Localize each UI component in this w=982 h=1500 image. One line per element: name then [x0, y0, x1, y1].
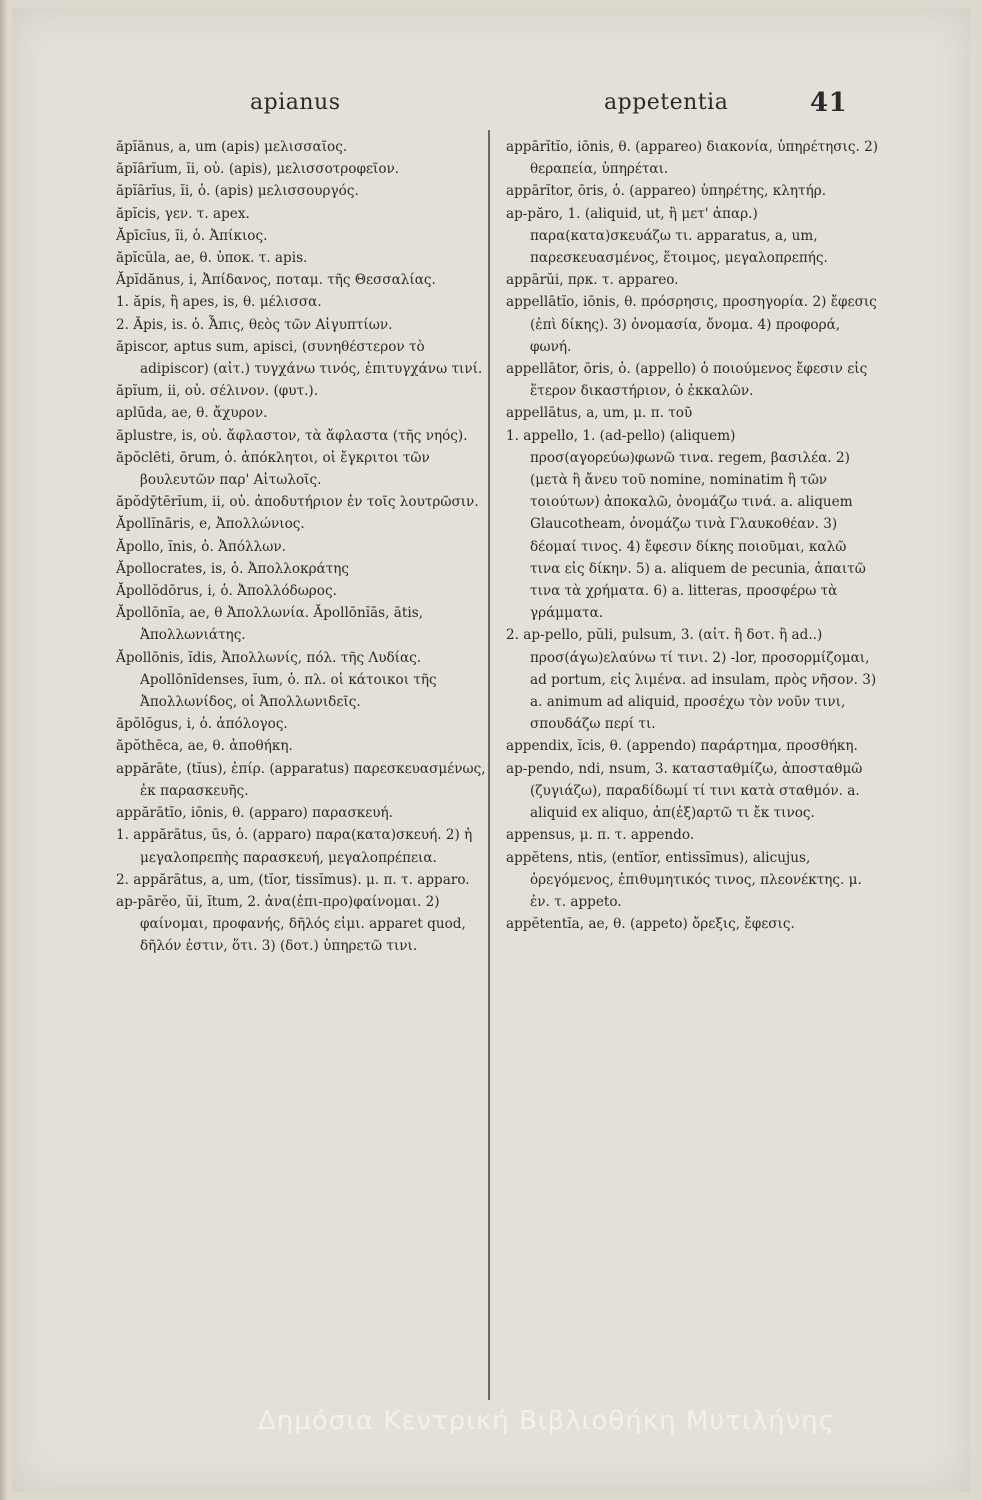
dictionary-entry: appărātĭo, iōnis, θ. (apparo) παρασκευή.: [116, 805, 393, 822]
library-watermark: Δημόσια Κεντρική Βιβλιοθήκη Μυτιλήνης: [258, 1406, 835, 1436]
dictionary-entry: appārĭtĭo, iōnis, θ. (appareo) διακονία, ὑπηρέτησις. 2) θεραπεία, ὑπηρέται.: [506, 139, 879, 178]
dictionary-entry: 2. ap-pello, pŭli, pulsum, 3. (αἰτ. ἢ δοτ. ἢ ad..) προσ(άγω)ελαύνω τί τινι. 2) -lor, προσορμίζομαι, ad portum, εἰς λιμένα. ad insulam, πρὸς νῆσον. 3) a. animum ad aliquid, προσέχω τὸν νοῦν τινι, σπουδάζω περί τι.: [506, 627, 877, 733]
dictionary-entry: ăpĭum, ii, οὐ. σέλινον. (φυτ.).: [116, 383, 319, 400]
dictionary-entry: appensus, μ. π. τ. appendo.: [506, 827, 695, 844]
dictionary-entry: ăpĭārĭum, ĭi, οὐ. (apis), μελισσοτροφεῖον.: [116, 161, 400, 178]
dictionary-entry: Ăpĭdănus, i, Ἀπίδανος, ποταμ. τῆς Θεσσαλίας.: [116, 272, 436, 289]
dictionary-entry: 2. Āpis, is. ὁ. Ἆπις, θεὸς τῶν Αἰγυπτίων.: [116, 316, 393, 333]
dictionary-entry: Ăpollo, ĭnis, ὁ. Ἀπόλλων.: [116, 538, 286, 555]
dictionary-entry: ăpiscor, aptus sum, apisci, (συνηθέστερον τὸ adipiscor) (αἰτ.) τυγχάνω τινός, ἐπιτυγχάνω τινί.: [116, 338, 483, 378]
dictionary-entry: ăpĭcis, γεν. τ. apex.: [116, 205, 250, 222]
dictionary-entry: Ăpollōnĭa, ae, θ Ἀπολλωνία. Ăpollōnĭās, ātis, Ἀπολλωνιάτης.: [116, 605, 424, 644]
dictionary-entry: appellātor, ōris, ὁ. (appello) ὁ ποιούμενος ἔφεσιν εἰς ἕτερον δικαστήριον, ὁ ἐκκαλῶν.: [506, 361, 868, 400]
dictionary-entry: ăpĭānus, a, um (apis) μελισσαῖος.: [116, 139, 348, 155]
dictionary-entry: aplūda, ae, θ. ἄχυρον.: [116, 405, 268, 422]
dictionary-entry: appārŭi, πρκ. τ. appareo.: [506, 272, 679, 289]
dictionary-entry: appărāte, (tĭus), ἐπίρ. (apparatus) παρεσκευασμένως, ἐκ παρασκευῆς.: [116, 760, 486, 799]
dictionary-entry: 1. appello, 1. (ad-pello) (aliquem) προσ(αγορεύω)φωνῶ τινα. regem, βασιλέα. 2) (μετὰ ἢ ἄνευ τοῦ nomine, nominatim ἢ τῶν τοιούτων) ἀποκαλῶ, ὀνομάζω τινά. a. aliquem Glaucotheam, ὀνομάζω τινὰ Γλαυκοθέαν. 3) δέομαί τινος. 4) ἔφεσιν δίκης ποιοῦμαι, καλῶ τινα εἰς δίκην. 5) a. aliquem de pecunia, ἀπαιτῶ τινα τὰ χρήματα. 6) a. litteras, προσφέρω τὰ γράμματα.: [506, 427, 866, 622]
dictionary-entry: ăpŏdȳtērĭum, ii, οὐ. ἀποδυτήριον ἐν τοῖς λουτρῶσιν.: [116, 494, 479, 511]
dictionary-entry: appĕtens, ntis, (entĭor, entissĭmus), alicujus, ὀρεγόμενος, ἐπιθυμητικός τινος, πλεονέκτης. μ. ἐν. τ. appeto.: [506, 849, 862, 910]
page-spine-shadow: [0, 0, 8, 1500]
page-header: [0, 88, 982, 128]
dictionary-entry: 1. appărātus, ūs, ὁ. (apparo) παρα(κατα)σκευή. 2) ἡ μεγαλοπρεπὴς παρασκευή, μεγαλοπρέπεια.: [116, 827, 473, 866]
dictionary-entry: appellātus, a, um, μ. π. τοῦ: [506, 405, 693, 422]
dictionary-entry: ăpŏlŏgus, i, ὁ. ἀπόλογος.: [116, 716, 288, 733]
dictionary-entry: Ăpollĭnāris, e, Ἀπολλώνιος.: [116, 516, 305, 533]
left-column: [116, 136, 490, 958]
right-column: [506, 136, 880, 935]
dictionary-entry: Ăpollocrates, is, ὁ. Ἀπολλοκράτης: [116, 560, 350, 577]
dictionary-entry: Ăpollŏdōrus, i, ὁ. Ἀπολλόδωρος.: [116, 583, 337, 600]
dictionary-entry: 2. appărātus, a, um, (tĭor, tissĭmus). μ. π. τ. apparo.: [116, 871, 470, 888]
left-guide-word: apianus: [250, 90, 341, 115]
dictionary-entry: appendix, ĭcis, θ. (appendo) παράρτημα, προσθήκη.: [506, 738, 858, 755]
dictionary-entry: ap-păro, 1. (aliquid, ut, ἢ μετ' ἀπαρ.) παρα(κατα)σκευάζω τι. apparatus, a, um, παρεσκευασμένος, ἕτοιμος, μεγαλοπρεπής.: [506, 205, 828, 267]
dictionary-entry: ăpŏthēca, ae, θ. ἀποθήκη.: [116, 738, 293, 755]
dictionary-entry: ăpĭcŭla, ae, θ. ὑποκ. τ. apis.: [116, 250, 308, 267]
dictionary-entry: ăpŏclēti, ōrum, ὁ. ἀπόκλητοι, οἱ ἔγκριτοι τῶν βουλευτῶν παρ' Αἰτωλοῖς.: [116, 449, 430, 489]
dictionary-entry: appellātĭo, iōnis, θ. πρόσρησις, προσηγορία. 2) ἔφεσις (ἐπὶ δίκης). 3) ὀνομασία, ὄνομα. 4) προφορά, φωνή.: [506, 294, 877, 355]
dictionary-entry: Ăpollōnis, ĭdis, Ἀπολλωνίς, πόλ. τῆς Λυδίας. Apollōnĭdenses, ĭum, ὁ. πλ. οἱ κάτοικοι τῆς Ἀπολλωνίδος, οἱ Ἀπολλωνιδεῖς.: [116, 649, 437, 711]
dictionary-entry: ăpĭārĭus, ĭi, ὁ. (apis) μελισσουργός.: [116, 183, 359, 200]
right-guide-word: appetentia: [604, 90, 729, 115]
dictionary-entry: ap-pendo, ndi, nsum, 3. κατασταθμίζω, ἀποσταθμῶ (ζυγιάζω), παραδίδωμί τί τινι κατὰ σταθμόν. a. aliquid ex aliquo, ἀπ(ἐξ)αρτῶ τι ἔκ τινος.: [506, 760, 863, 822]
dictionary-entry: 1. ăpis, ἢ apes, is, θ. μέλισσα.: [116, 294, 322, 311]
dictionary-entry: appārĭtor, ōris, ὁ. (appareo) ὑπηρέτης, κλητήρ.: [506, 183, 827, 200]
dictionary-entry: ap-pārĕo, ŭi, ĭtum, 2. ἀνα(ἐπι-προ)φαίνομαι. 2) φαίνομαι, προφανής, δῆλός εἰμι. apparet quod, δῆλόν ἐστιν, ὅτι. 3) (δοτ.) ὑπηρετῶ τινι.: [116, 893, 466, 955]
page-number: 41: [810, 88, 848, 118]
dictionary-entry: appĕtentĭa, ae, θ. (appeto) ὄρεξις, ἔφεσις.: [506, 916, 795, 933]
dictionary-entry: ăplustre, is, οὐ. ἄφλαστον, τὰ ἄφλαστα (τῆς νηός).: [116, 427, 468, 444]
dictionary-entry: Ăpīcĭus, ĭi, ὁ. Ἀπίκιος.: [116, 227, 268, 244]
